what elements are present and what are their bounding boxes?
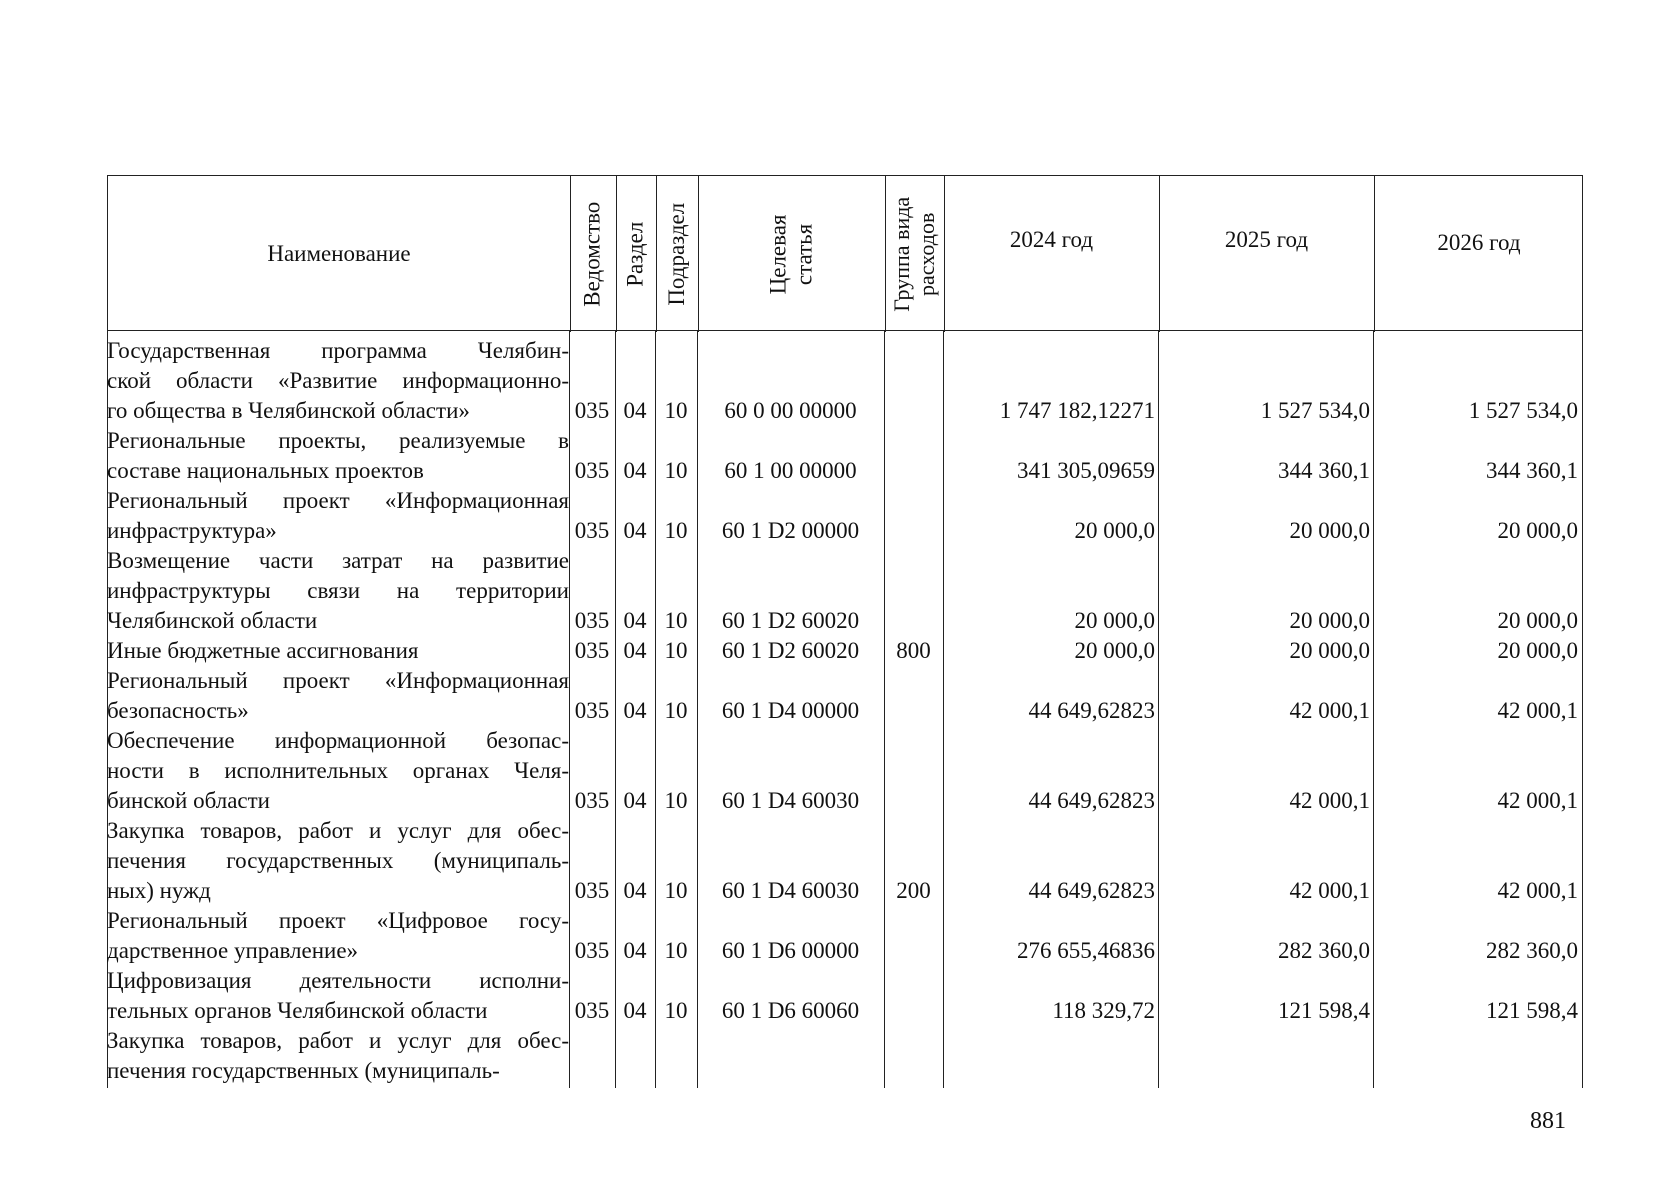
- cell-ved: 035: [574, 518, 610, 543]
- header-tselevaya: [698, 176, 885, 332]
- row-name: [107, 426, 569, 486]
- cell-v2026: 344 360,1: [1486, 458, 1578, 483]
- cell-v2025: 121 598,4: [1278, 998, 1370, 1023]
- row-name-line: Региональные проекты, реализуемые в: [107, 428, 569, 453]
- header-vedomstvo: [570, 176, 616, 332]
- row-name: [107, 336, 569, 426]
- cell-vr: [884, 456, 943, 486]
- cell-razd: 04: [623, 608, 647, 633]
- cell-razd: 04: [623, 518, 647, 543]
- cell-ved: [569, 1056, 615, 1086]
- row-name: [107, 666, 569, 726]
- row-name-line: Челябинской области: [107, 608, 318, 633]
- cell-v2025: [1158, 1056, 1370, 1086]
- row-name: [107, 546, 569, 636]
- row-name-line: Региональный проект «Информационная: [107, 488, 569, 513]
- cell-razd: 04: [623, 698, 647, 723]
- row-name-line: Иные бюджетные ассигнования: [107, 638, 419, 663]
- row-name-line: дарственное управление»: [107, 938, 359, 963]
- cell-ved: 035: [574, 788, 610, 813]
- cell-v2024: 44 649,62823: [1028, 878, 1155, 903]
- row-name-line: Закупка товаров, работ и услуг для обес-: [107, 1028, 569, 1053]
- header-gruppa: [885, 176, 944, 332]
- cell-v2025: 1 527 534,0: [1260, 398, 1370, 423]
- header-gruppa-line1: Группа вида: [889, 196, 915, 312]
- cell-v2024: 276 655,46836: [1017, 938, 1155, 963]
- header-2024: [944, 176, 1159, 332]
- cell-v2025: 42 000,1: [1289, 698, 1370, 723]
- header-podrazdel-label: Подраздел: [663, 202, 689, 306]
- cell-ved: 035: [574, 458, 610, 483]
- row-name: [107, 636, 569, 666]
- cell-v2025: 344 360,1: [1278, 458, 1370, 483]
- table-row: [107, 816, 1583, 906]
- cell-cs: 60 1 D6 00000: [721, 938, 860, 963]
- cell-vr: [884, 996, 943, 1026]
- table-row: [107, 426, 1583, 486]
- row-name-line: ской области «Развитие информационно-: [107, 368, 569, 393]
- row-name-line: печения государственных (муниципаль-: [107, 848, 569, 873]
- row-name-line: бинской области: [107, 788, 270, 813]
- table-row: [107, 966, 1583, 1026]
- cell-v2025: 42 000,1: [1289, 788, 1370, 813]
- cell-v2024: 20 000,0: [1074, 608, 1155, 633]
- cell-razd: [615, 1056, 655, 1086]
- cell-v2026: 121 598,4: [1486, 998, 1578, 1023]
- table-row: [107, 336, 1583, 426]
- cell-v2026: 42 000,1: [1497, 788, 1578, 813]
- cell-cs: 60 1 D2 60020: [721, 638, 860, 663]
- cell-razd: 04: [623, 998, 647, 1023]
- cell-podr: 10: [664, 998, 688, 1023]
- row-name-line: Возмещение части затрат на развитие: [107, 548, 569, 573]
- table-row: [107, 666, 1583, 726]
- table-row: [107, 726, 1583, 816]
- cell-podr: 10: [664, 608, 688, 633]
- cell-podr: 10: [664, 788, 688, 813]
- cell-podr: 10: [664, 878, 688, 903]
- cell-podr: 10: [664, 518, 688, 543]
- header-2025: [1159, 176, 1374, 332]
- cell-v2026: 20 000,0: [1497, 608, 1578, 633]
- cell-cs: 60 1 D4 60030: [721, 788, 860, 813]
- row-name: [107, 816, 569, 906]
- row-name-line: составе национальных проектов: [107, 458, 424, 483]
- cell-razd: 04: [623, 398, 647, 423]
- table-header: [107, 175, 1583, 331]
- cell-vr: 200: [896, 878, 931, 903]
- cell-vr: 800: [896, 638, 931, 663]
- cell-cs: 60 1 D4 00000: [721, 698, 860, 723]
- header-2026-label: 2026 год: [1437, 230, 1521, 256]
- table-row: [107, 636, 1583, 666]
- header-name-label: Наименование: [267, 241, 411, 267]
- cell-podr: 10: [664, 638, 688, 663]
- row-name: [107, 966, 569, 1026]
- cell-ved: 035: [574, 608, 610, 633]
- table-row: [107, 546, 1583, 636]
- cell-ved: 035: [574, 398, 610, 423]
- cell-vr: [884, 606, 943, 636]
- cell-razd: 04: [623, 638, 647, 663]
- cell-vr: [884, 936, 943, 966]
- header-gruppa-line2: расходов: [914, 212, 940, 296]
- cell-vr: [884, 696, 943, 726]
- header-tselevaya-line2: статья: [791, 223, 817, 285]
- header-2024-label: 2024 год: [1009, 227, 1094, 253]
- cell-v2024: 44 649,62823: [1028, 788, 1155, 813]
- cell-v2026: 20 000,0: [1497, 518, 1578, 543]
- row-name-line: Региональный проект «Информационная: [107, 668, 569, 693]
- row-name-line: Государственная программа Челябин-: [107, 338, 569, 363]
- row-name-line: Обеспечение информационной безопас-: [107, 728, 569, 753]
- cell-cs: 60 0 00 00000: [724, 398, 857, 423]
- cell-cs: 60 1 D6 60060: [721, 998, 860, 1023]
- cell-ved: 035: [574, 938, 610, 963]
- cell-razd: 04: [623, 938, 647, 963]
- cell-ved: 035: [574, 878, 610, 903]
- header-razdel: [616, 176, 656, 332]
- row-name-line: инфраструктуры связи на территории: [107, 578, 569, 603]
- cell-cs: [697, 1056, 884, 1086]
- row-name-line: ности в исполнительных органах Челя-: [107, 758, 569, 783]
- row-name-line: безопасность»: [107, 698, 249, 723]
- cell-v2025: 20 000,0: [1289, 638, 1370, 663]
- cell-razd: 04: [623, 788, 647, 813]
- cell-v2025: 282 360,0: [1278, 938, 1370, 963]
- cell-cs: 60 1 D2 60020: [721, 608, 860, 633]
- header-vedomstvo-label: Ведомство: [579, 201, 605, 307]
- cell-v2026: [1373, 1056, 1578, 1086]
- page-number: 881: [1530, 1108, 1566, 1134]
- header-tselevaya-line1: Целевая: [765, 214, 791, 294]
- header-tselevaya-label: [765, 214, 818, 294]
- row-name-line: Цифровизация деятельности исполни-: [107, 968, 569, 993]
- cell-v2024: [943, 1056, 1155, 1086]
- row-name-line: ных) нужд: [107, 878, 211, 903]
- cell-v2024: 118 329,72: [1052, 998, 1155, 1023]
- cell-ved: 035: [574, 698, 610, 723]
- header-podrazdel: [656, 176, 698, 332]
- cell-podr: 10: [664, 698, 688, 723]
- cell-v2026: 282 360,0: [1486, 938, 1578, 963]
- table-row: [107, 1026, 1583, 1086]
- row-name-line: тельных органов Челябинской области: [107, 998, 488, 1023]
- cell-v2025: 20 000,0: [1289, 608, 1370, 633]
- cell-podr: 10: [664, 938, 688, 963]
- cell-v2026: 42 000,1: [1497, 698, 1578, 723]
- cell-cs: 60 1 D2 00000: [721, 518, 860, 543]
- cell-razd: 04: [623, 878, 647, 903]
- cell-ved: 035: [574, 998, 610, 1023]
- cell-ved: 035: [574, 638, 610, 663]
- row-name: [107, 726, 569, 816]
- row-name: [107, 906, 569, 966]
- row-name: [107, 1026, 569, 1086]
- cell-v2024: 341 305,09659: [1017, 458, 1155, 483]
- cell-v2024: 44 649,62823: [1028, 698, 1155, 723]
- cell-podr: [655, 1056, 697, 1086]
- cell-v2026: 20 000,0: [1497, 638, 1578, 663]
- cell-razd: 04: [623, 458, 647, 483]
- table-row: [107, 486, 1583, 546]
- cell-v2024: 20 000,0: [1074, 638, 1155, 663]
- cell-v2024: 20 000,0: [1074, 518, 1155, 543]
- cell-cs: 60 1 00 00000: [724, 458, 857, 483]
- header-gruppa-label: [889, 197, 940, 312]
- header-razdel-label: Раздел: [622, 221, 648, 287]
- cell-vr: [884, 1056, 943, 1086]
- cell-vr: [884, 786, 943, 816]
- row-name-line: Региональный проект «Цифровое госу-: [107, 908, 569, 933]
- header-2025-label: 2025 год: [1224, 227, 1309, 253]
- cell-cs: 60 1 D4 60030: [721, 878, 860, 903]
- row-name-line: инфраструктура»: [107, 518, 277, 543]
- cell-v2025: 20 000,0: [1289, 518, 1370, 543]
- row-name-line: Закупка товаров, работ и услуг для обес-: [107, 818, 569, 843]
- cell-v2024: 1 747 182,12271: [999, 398, 1155, 423]
- cell-vr: [884, 516, 943, 546]
- row-name-line: го общества в Челябинской области»: [107, 398, 470, 423]
- table-row: [107, 906, 1583, 966]
- row-name-line: печения государственных (муниципаль-: [107, 1058, 500, 1083]
- cell-v2026: 1 527 534,0: [1468, 398, 1578, 423]
- cell-v2026: 42 000,1: [1497, 878, 1578, 903]
- row-name: [107, 486, 569, 546]
- cell-podr: 10: [664, 398, 688, 423]
- cell-vr: [884, 396, 943, 426]
- header-2026: [1374, 176, 1584, 332]
- cell-podr: 10: [664, 458, 688, 483]
- header-name: [108, 176, 570, 332]
- cell-v2025: 42 000,1: [1289, 878, 1370, 903]
